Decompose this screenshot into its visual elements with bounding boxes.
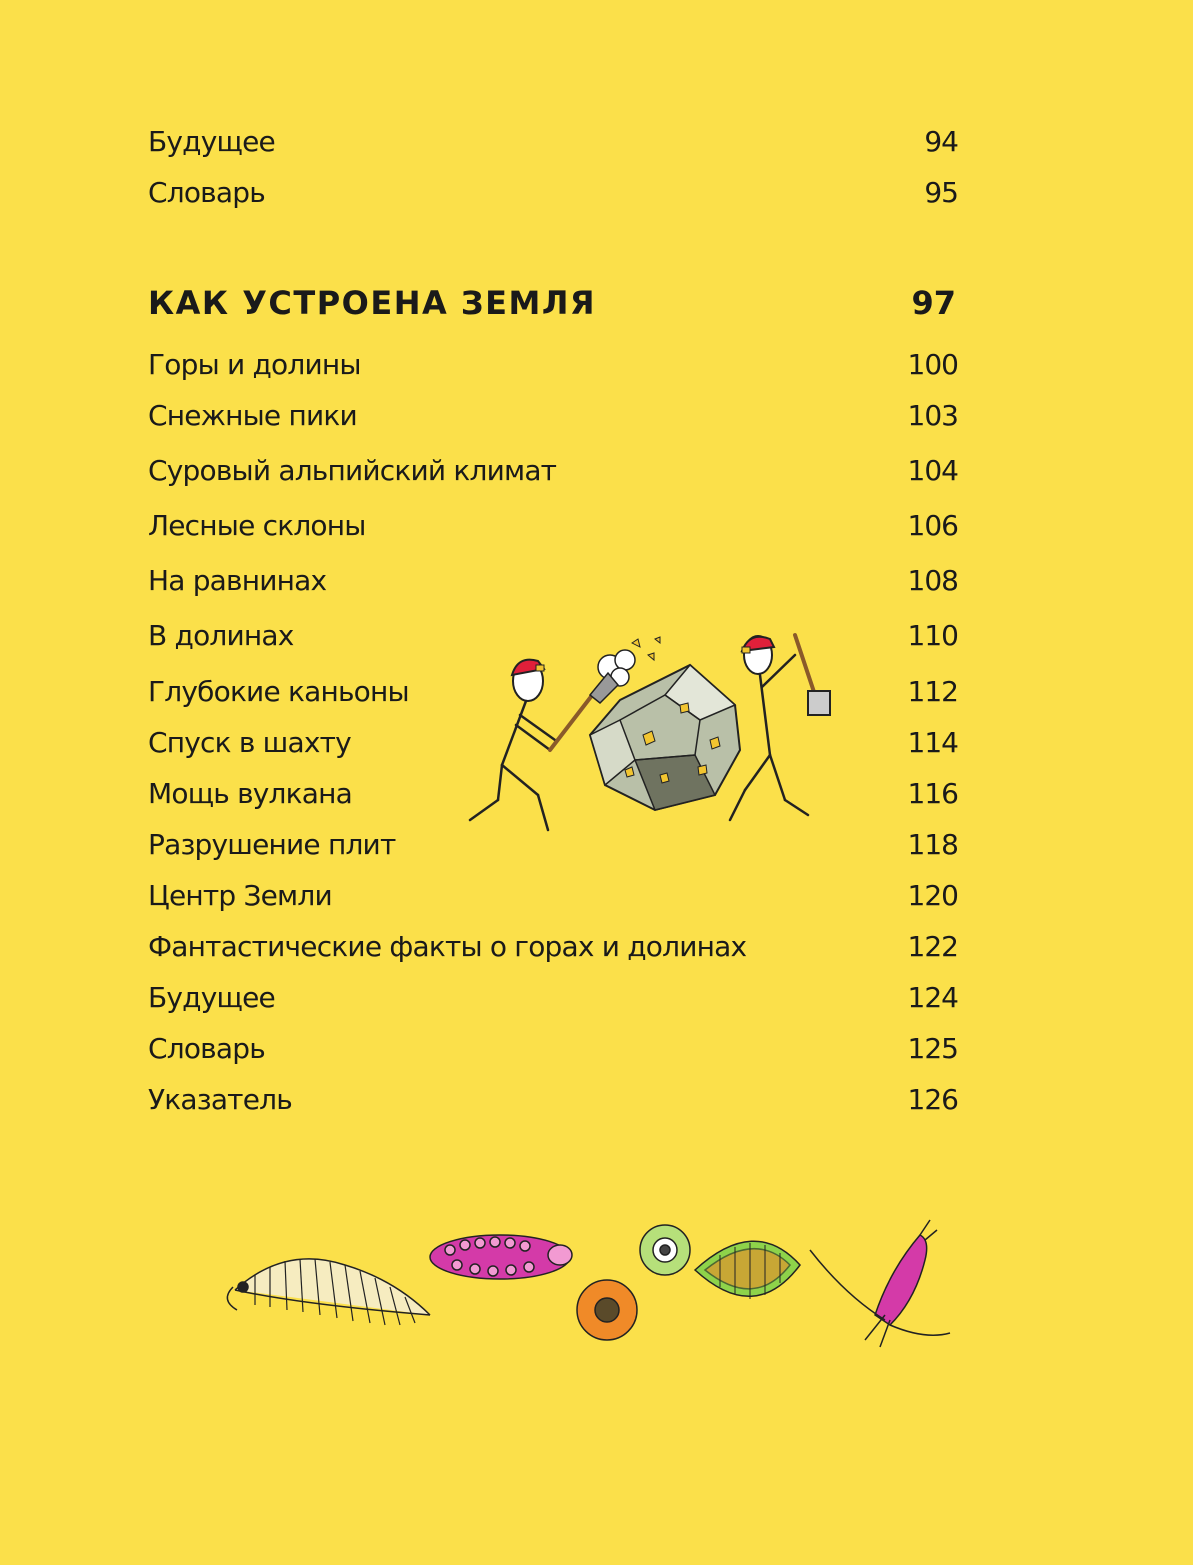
- toc-entry-title: Мощь вулкана: [148, 777, 352, 810]
- toc-entry-page: 108: [907, 564, 958, 597]
- toc-entry[interactable]: [148, 399, 958, 432]
- green-cell-icon: [640, 1225, 690, 1275]
- toc-entry-page: 125: [907, 1032, 958, 1065]
- toc-entry[interactable]: [148, 879, 958, 912]
- section-heading-page: 97: [911, 284, 956, 322]
- toc-entry-page: 118: [907, 828, 958, 861]
- toc-entry[interactable]: [148, 564, 958, 597]
- toc-entry-page: 112: [907, 675, 958, 708]
- toc-entry-title: Глубокие каньоны: [148, 675, 409, 708]
- toc-entry-page: 114: [907, 726, 958, 759]
- toc-entry-title: Горы и долины: [148, 348, 361, 381]
- toc-entry[interactable]: [148, 509, 958, 542]
- toc-entry-title: Фантастические факты о горах и долинах: [148, 930, 747, 963]
- toc-entry-title: Словарь: [148, 176, 265, 209]
- toc-entry[interactable]: [148, 981, 958, 1014]
- toc-entry-page: 116: [907, 777, 958, 810]
- creatures-illustration: [225, 1215, 960, 1355]
- toc-entry-page: 124: [907, 981, 958, 1014]
- toc-entry-title: Будущее: [148, 125, 275, 158]
- toc-entry[interactable]: [148, 176, 958, 209]
- toc-entry-page: 100: [907, 348, 958, 381]
- miners-illustration: [460, 625, 860, 845]
- toc-entry-title: Суровый альпийский климат: [148, 454, 557, 487]
- diatom-icon: [695, 1241, 800, 1299]
- toc-entry-title: В долинах: [148, 619, 294, 652]
- toc-entry[interactable]: [148, 125, 958, 158]
- toc-entry-page: 106: [907, 509, 958, 542]
- toc-entry-title: Лесные склоны: [148, 509, 366, 542]
- toc-entry-page: 94: [924, 125, 958, 158]
- toc-entry-title: Разрушение плит: [148, 828, 396, 861]
- toc-entry[interactable]: [148, 1083, 958, 1116]
- trilobite-icon: [227, 1259, 430, 1325]
- miner-right-icon: [730, 635, 830, 820]
- toc-entry[interactable]: [148, 930, 958, 963]
- toc-entry[interactable]: [148, 1032, 958, 1065]
- toc-entry-title: На равнинах: [148, 564, 327, 597]
- toc-entry-page: 95: [924, 176, 958, 209]
- toc-entry-title: Будущее: [148, 981, 275, 1014]
- toc-entry-title: Спуск в шахту: [148, 726, 351, 759]
- worm-icon: [430, 1235, 572, 1279]
- toc-entry-page: 110: [907, 619, 958, 652]
- toc-entry[interactable]: [148, 348, 958, 381]
- crustacean-icon: [810, 1220, 950, 1347]
- toc-entry[interactable]: [148, 454, 958, 487]
- toc-entry-title: Снежные пики: [148, 399, 357, 432]
- toc-entry-title: Центр Земли: [148, 879, 332, 912]
- toc-entry-title: Словарь: [148, 1032, 265, 1065]
- toc-entry-page: 126: [907, 1083, 958, 1116]
- toc-entry-page: 103: [907, 399, 958, 432]
- toc-entry-page: 104: [907, 454, 958, 487]
- orange-cell-icon: [577, 1280, 637, 1340]
- section-heading-title: КАК УСТРОЕНА ЗЕМЛЯ: [148, 284, 597, 322]
- toc-entry-page: 122: [907, 930, 958, 963]
- section-heading[interactable]: [148, 284, 958, 322]
- toc-entry-page: 120: [907, 879, 958, 912]
- toc-entry-title: Указатель: [148, 1083, 292, 1116]
